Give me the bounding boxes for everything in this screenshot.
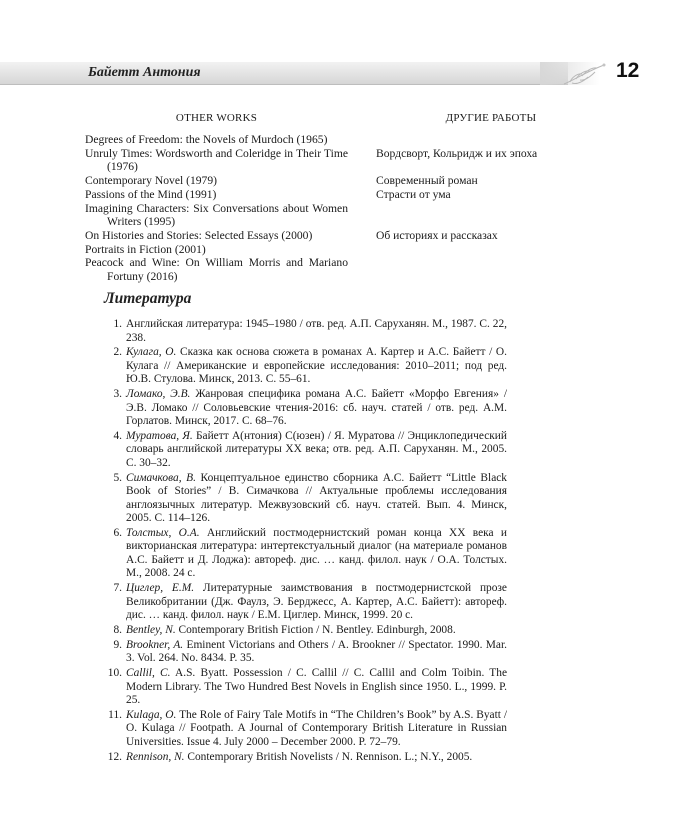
reference-item bbox=[104, 527, 507, 581]
reference-author: Rennison, N. bbox=[126, 750, 185, 763]
other-works-russian-column bbox=[376, 112, 606, 243]
reference-author: Муратова, Я. bbox=[126, 429, 193, 442]
reference-item bbox=[104, 388, 507, 429]
reference-item bbox=[104, 346, 507, 387]
reference-author: Bentley, N. bbox=[126, 624, 176, 637]
reference-item bbox=[104, 624, 507, 638]
reference-author: Brookner, A. bbox=[126, 638, 184, 651]
work-item-ru: Современный роман bbox=[376, 174, 478, 188]
work-item-ru: Об историях и рассказах bbox=[376, 228, 498, 242]
work-item: Peacock and Wine: On William Morris and Mariano Fortuny (2016) bbox=[85, 256, 348, 284]
work-item: Contemporary Novel (1979) bbox=[85, 174, 218, 188]
reference-item bbox=[104, 639, 507, 666]
reference-author: Ломако, Э.В. bbox=[126, 388, 191, 401]
reference-author: Kulaga, O. bbox=[126, 708, 177, 721]
header-bar bbox=[0, 62, 568, 85]
reference-item bbox=[104, 709, 507, 750]
reference-number: 3. bbox=[113, 388, 122, 401]
other-works-english-column bbox=[85, 112, 348, 284]
work-item-ru: Страсти от ума bbox=[376, 187, 451, 201]
feather-ornament-icon bbox=[560, 62, 610, 88]
reference-number: 10. bbox=[107, 667, 122, 680]
reference-number: 1. bbox=[113, 318, 122, 330]
reference-author: Толстых, О.А. bbox=[126, 526, 200, 539]
reference-text: Contemporary British Fiction / N. Bentley. Edinburgh, 2008. bbox=[175, 624, 456, 637]
reference-number: 7. bbox=[113, 582, 122, 595]
work-item: On Histories and Stories: Selected Essays (2000) bbox=[85, 228, 313, 242]
reference-number: 4. bbox=[113, 429, 122, 442]
page-number: 12 bbox=[616, 59, 640, 82]
reference-text: Байетт А(нтония) С(юзен) / Я. Муратова // Энциклопедический словарь английской литературы XX века; отв. ред. А.П. Саруханян. М., 2005. С. 30–32. bbox=[126, 429, 507, 469]
reference-text: The Role of Fairy Tale Motifs in “The Children’s Book” by A.S. Byatt / O. Kulaga // Footpath. A Journal of Contemporary British Literature in Russian Universities. Issue 4. July 2000 – December 2000. P. 72–79. bbox=[126, 708, 508, 748]
reference-number: 2. bbox=[113, 346, 122, 359]
reference-author: Callil, C. bbox=[126, 667, 171, 680]
reference-author: Кулага, О. bbox=[126, 346, 177, 359]
reference-item bbox=[104, 318, 507, 345]
other-works-heading-en: OTHER WORKS bbox=[175, 112, 258, 124]
reference-item bbox=[104, 667, 507, 708]
reference-item bbox=[104, 582, 507, 623]
reference-text: Сказка как основа сюжета в романах А. Картер и А.С. Байетт / О. Кулага // Американские и европейские исследования: 2010–2011; под ред. Ю.В. Стулова. Минск, 2013. С. 55–61. bbox=[126, 346, 507, 386]
work-item: Unruly Times: Wordsworth and Coleridge in Their Time (1976) bbox=[85, 146, 348, 174]
other-works-heading-ru: ДРУГИЕ РАБОТЫ bbox=[445, 112, 537, 124]
reference-number: 12. bbox=[107, 750, 122, 763]
reference-text: A.S. Byatt. Possession / C. Callil // C. Callil and Colm Toibin. The Modern Library. The Two Hundred Best Novels in English since 1950. L., 1999. P. 25. bbox=[126, 667, 508, 707]
reference-text: Eminent Victorians and Others / A. Brookner // Spectator. 1990. Mar. 3. Vol. 264. No. 8434. P. 35. bbox=[126, 638, 507, 665]
reference-item bbox=[104, 472, 507, 526]
reference-author: Циглер, Е.М. bbox=[126, 582, 195, 595]
work-item: Imagining Characters: Six Conversations about Women Writers (1995) bbox=[85, 201, 348, 229]
reference-number: 11. bbox=[108, 708, 122, 721]
reference-number: 6. bbox=[113, 526, 122, 539]
reference-number: 9. bbox=[113, 638, 122, 651]
work-item-ru: Вордсворт, Кольридж и их эпоха bbox=[376, 146, 538, 160]
work-item: Portraits in Fiction (2001) bbox=[85, 242, 206, 256]
reference-text: Литературные заимствования в постмодернистской прозе Великобритании (Дж. Фаулз, Э. Берджесс, А. Картер, А.С. Байетт): автореф. дис. … канд. филол. наук / Е.М. Циглер. Минск, 1999. 20 с. bbox=[126, 582, 507, 622]
reference-text: Contemporary British Novelists / N. Rennison. L.; N.Y., 2005. bbox=[184, 750, 473, 763]
reference-text: Английская литература: 1945–1980 / отв. ред. А.П. Саруханян. М., 1987. С. 22, 238. bbox=[126, 318, 507, 344]
work-item: Passions of the Mind (1991) bbox=[85, 187, 217, 201]
reference-author: Симачкова, В. bbox=[126, 471, 196, 484]
reference-item bbox=[104, 430, 507, 471]
work-item: Degrees of Freedom: the Novels of Murdoch (1965) bbox=[85, 133, 328, 146]
reference-list bbox=[104, 318, 507, 766]
running-title: Байетт Антония bbox=[88, 65, 201, 80]
reference-number: 5. bbox=[113, 471, 122, 484]
literature-heading: Литература bbox=[104, 290, 192, 307]
reference-text: Жанровая специфика романа А.С. Байетт «Морфо Евгения» / Э.В. Ломако // Соловьевские чтения-2016: сб. науч. статей / отв. ред. А.М. Горлатов. Минск, 2017. С. 68–76. bbox=[126, 388, 507, 428]
reference-number: 8. bbox=[113, 624, 122, 637]
reference-text: Концептуальное единство сборника А.С. Байетт “Little Black Book of Stories” / В. Симачкова // Актуальные проблемы исследования англоязычных литератур. Межвузовский сб. науч. статей. Вып. 4. Минск, 2005. С. 114–126. bbox=[126, 471, 508, 525]
reference-item bbox=[104, 751, 507, 765]
reference-text: Английский постмодернистский роман конца XX века и викторианская литература: интертекстуальный диалог (на материале романов А.С. Байетт и Д. Лоджа): автореф. дис. … канд. филол. наук / О.А. Толстых. М., 2008. 24 с. bbox=[126, 526, 507, 580]
